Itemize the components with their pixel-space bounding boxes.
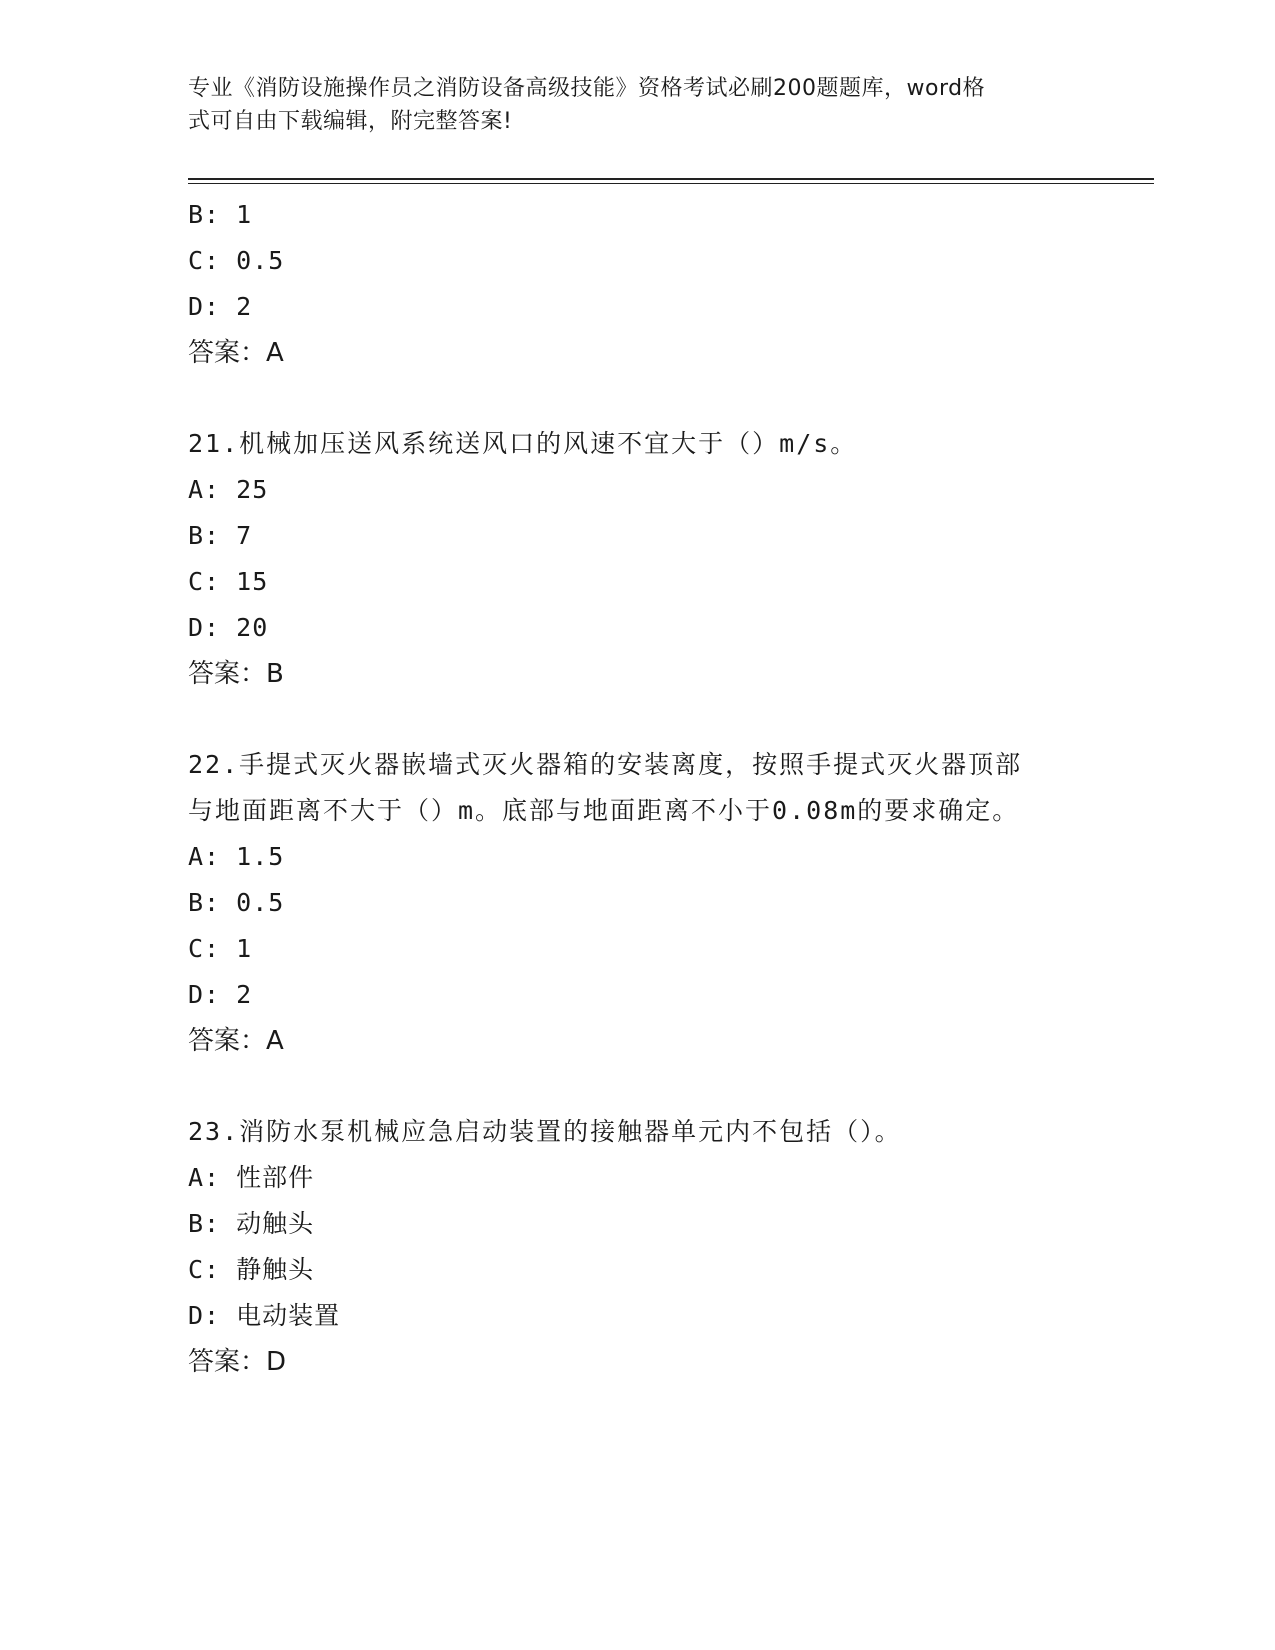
- answer-line: 答案：A: [188, 1026, 284, 1056]
- question-21: [188, 421, 1088, 697]
- option-a: A: 1.5: [188, 842, 285, 871]
- answer-line: 答案：A: [188, 338, 284, 368]
- option-d: D: 2: [188, 980, 253, 1009]
- option-c: C: 1: [188, 934, 253, 963]
- question-23: [188, 1109, 1088, 1385]
- option-d: D: 电动装置: [188, 1301, 341, 1330]
- answer-line: 答案：B: [188, 659, 284, 689]
- option-c: C: 15: [188, 567, 269, 596]
- option-b: B: 0.5: [188, 888, 285, 917]
- option-b: B: 动触头: [188, 1209, 315, 1238]
- question-text: 23.消防水泵机械应急启动装置的接触器单元内不包括（）。: [188, 1117, 902, 1146]
- question-text-line-1: 22.手提式灭火器嵌墙式灭火器箱的安装离度，按照手提式灭火器顶部: [188, 750, 1023, 779]
- question-22: [188, 742, 1088, 1064]
- option-a: A: 性部件: [188, 1163, 315, 1192]
- header-line-2: 式可自由下载编辑，附完整答案!: [188, 109, 513, 134]
- header-line-1: 专业《消防设施操作员之消防设备高级技能》资格考试必刷200题题库，word格: [188, 76, 986, 101]
- option-c: C: 0.5: [188, 246, 285, 275]
- document-header: [188, 72, 1068, 138]
- option-d: D: 2: [188, 292, 253, 321]
- question-text-line-2: 与地面距离不大于（）m。底部与地面距离不小于0.08m的要求确定。: [188, 796, 1020, 825]
- question-text: 21.机械加压送风系统送风口的风速不宜大于（）m/s。: [188, 429, 858, 458]
- option-c: C: 静触头: [188, 1255, 315, 1284]
- option-b: B: 7: [188, 521, 253, 550]
- option-b: B: 1: [188, 200, 253, 229]
- header-divider: [188, 178, 1154, 180]
- question-list: [188, 192, 1088, 1385]
- option-d: D: 20: [188, 613, 269, 642]
- answer-line: 答案：D: [188, 1347, 287, 1377]
- question-continued: [188, 192, 1088, 376]
- header-divider-thin: [188, 183, 1154, 184]
- option-a: A: 25: [188, 475, 269, 504]
